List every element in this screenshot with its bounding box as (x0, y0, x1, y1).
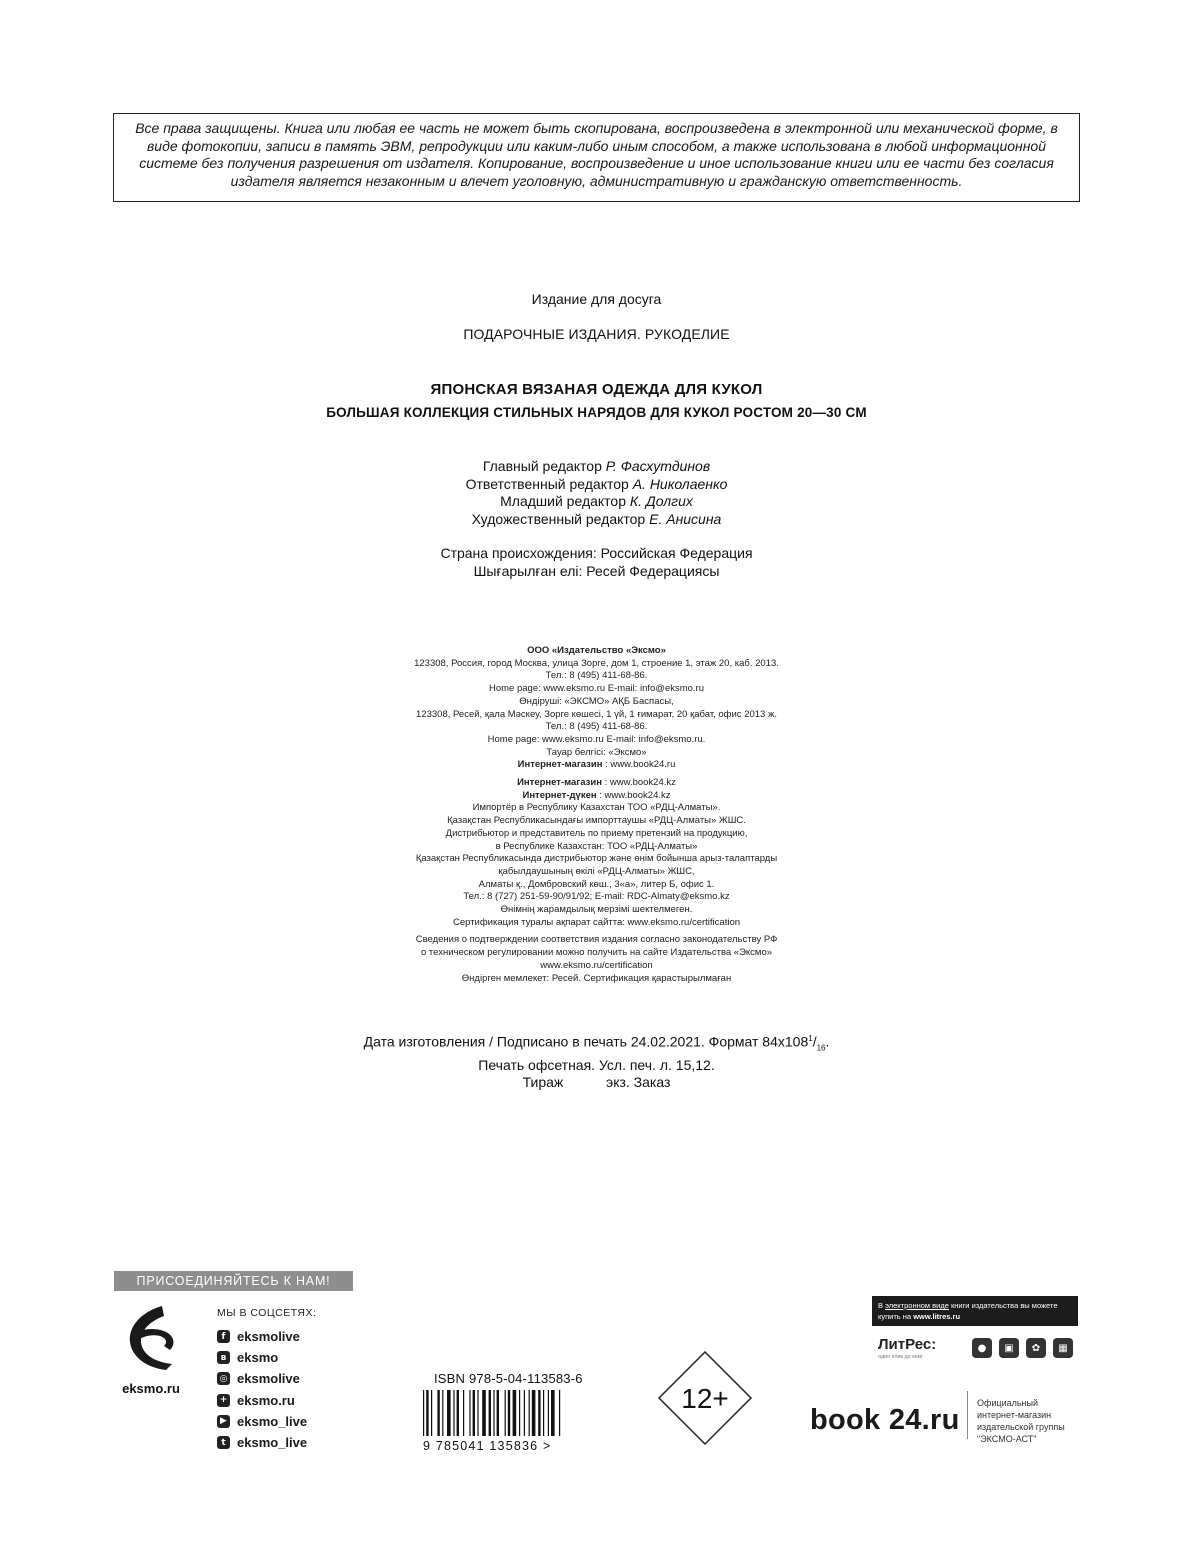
barcode-icon (421, 1388, 601, 1452)
social-item-youtube[interactable] (217, 1411, 307, 1432)
cert-line: о техническом регулировании можно получить на сайте Издательства «Эксмо» (420, 947, 773, 959)
cert-line: Өндірген мемлекет: Ресей. Сертификация қарастырылмаған (461, 972, 732, 984)
eksmo-logo-icon (122, 1302, 180, 1374)
join-us-banner: ПРИСОЕДИНЯЙТЕСЬ К НАМ! (114, 1271, 353, 1291)
kz-producer: Өндіруші: «ЭКСМО» АҚБ Баспасы, (519, 695, 674, 707)
platform-icons (972, 1338, 1073, 1358)
litres-tagline: один клик до книг (878, 1354, 923, 1360)
publisher-web: Home page: www.eksmo.ru E-mail: info@eksmo.ru (488, 683, 705, 695)
social-item-website[interactable] (217, 1390, 307, 1411)
divider (967, 1391, 968, 1439)
social-label: eksmo_live (237, 1413, 308, 1429)
vk-icon: в (217, 1351, 230, 1364)
social-item-twitter[interactable] (217, 1432, 307, 1453)
country-origin-kz: Шығарылған елі: Ресей Федерациясы (473, 562, 720, 579)
importer-line: Дистрибьютор и представитель по приему претензий на продукцию, (445, 827, 748, 839)
litres-link[interactable]: электронном виде (885, 1301, 949, 1310)
eksmo-site-label: eksmo.ru (122, 1381, 180, 1396)
barcode-digits: 9 785041 135836 > (423, 1439, 552, 1452)
print-run: Тираж экз. Заказ (522, 1074, 671, 1091)
editor-line: Главный редактор Р. Фасхутдинов (482, 458, 711, 474)
kz-web: Home page: www.eksmo.ru E-mail: info@eksmo.ru. (487, 733, 706, 745)
trademark: Тауар белгісі: «Эксмо» (546, 746, 647, 758)
print-info (0, 1030, 1193, 1092)
book24-description: Официальный интернет-магазин издательской группы "ЭКСМО-АСТ" (977, 1398, 1065, 1444)
series-name: ПОДАРОЧНЫЕ ИЗДАНИЯ. РУКОДЕЛИЕ (463, 326, 730, 342)
social-item-facebook[interactable] (217, 1326, 307, 1347)
windows-phone-icon: ✿ (1026, 1338, 1046, 1358)
country-origin: Страна происхождения: Российская Федерация (440, 545, 753, 561)
publisher-block (0, 645, 1193, 985)
youtube-icon: ▶ (217, 1415, 230, 1428)
litres-banner[interactable]: В электронном виде книги издательства вы можете купить на www.litres.ru (872, 1296, 1078, 1326)
edition-type: Издание для досуга (531, 291, 662, 307)
importer-line: Импортёр в Республику Казахстан ТОО «РДЦ-Алматы». (472, 802, 721, 814)
social-heading: МЫ В СОЦСЕТЯХ: (217, 1307, 317, 1319)
social-label: eksmo.ru (237, 1392, 295, 1408)
importer-line: в Республике Казахстан: ТОО «РДЦ-Алматы» (495, 840, 698, 852)
importer-line: Өнімнің жарамдылық мерзімі шектелмеген. (500, 904, 693, 916)
isbn-label: ISBN 978-5-04-113583-6 (434, 1371, 583, 1386)
instagram-icon: ◎ (217, 1372, 230, 1385)
editor-line: Ответственный редактор А. Николаенко (465, 475, 728, 492)
importer-line: қабылдаушының өкілі «РДЦ-Алматы» ЖШС, (498, 865, 695, 877)
book24-logo: book 24.ru (810, 1404, 960, 1436)
shop-kz-2: Интернет-дүкен : www.book24.kz (522, 789, 671, 801)
shop-ru: Интернет-магазин : www.book24.ru (517, 759, 676, 771)
book-title: ЯПОНСКАЯ ВЯЗАНАЯ ОДЕЖДА ДЛЯ КУКОЛ (430, 381, 763, 398)
social-item-instagram[interactable] (217, 1368, 307, 1389)
publisher-address: 123308, Россия, город Москва, улица Зорге, дом 1, строение 1, этаж 20, каб. 2013. (414, 657, 779, 669)
importer-line: Қазақстан Республикасындағы импорттаушы «РДЦ-Алматы» ЖШС. (447, 815, 746, 827)
social-list (217, 1326, 307, 1453)
publisher-phone: Тел.: 8 (495) 411-68-86. (545, 670, 648, 682)
kz-phone: Тел.: 8 (495) 411-68-86. (545, 721, 648, 733)
social-label: eksmolive (237, 1329, 300, 1345)
website-icon: + (217, 1394, 230, 1407)
rights-notice: Все права защищены. Книга или любая ее часть не может быть скопирована, воспроизведена в электронной или механической форме, в виде фотокопии, записи в память ЭВМ, репродукции или каким-либо иным способом, а также использована в любой информационной системе без получения разрешения от издателя. Копирование, воспроизведение и иное использование книги или ее части без согласия издателя является незаконным и влечет уголовную, административную и гражданскую ответственность. (113, 113, 1080, 202)
apple-icon: ● (972, 1338, 992, 1358)
print-type: Печать офсетная. Усл. печ. л. 15,12. (478, 1056, 715, 1073)
android-icon: ▣ (999, 1338, 1019, 1358)
cert-line: www.eksmo.ru/certification (540, 959, 653, 971)
editors-block (0, 458, 1193, 528)
kz-address: 123308, Ресей, қала Мәскеу, Зорге көшесі, 1 үй, 1 ғимарат, 20 қабат, офис 2013 ж. (416, 708, 777, 720)
social-label: eksmo_live (237, 1435, 308, 1451)
social-label: eksmo (237, 1350, 279, 1366)
book-subtitle: БОЛЬШАЯ КОЛЛЕКЦИЯ СТИЛЬНЫХ НАРЯДОВ ДЛЯ КУКОЛ РОСТОМ 20—30 СМ (326, 405, 867, 420)
age-rating: 12+ (681, 1383, 729, 1414)
age-rating-badge (657, 1350, 753, 1446)
print-date-format: Дата изготовления / Подписано в печать 24.02.2021. Формат $84x108^1/_{16}$. (363, 1033, 830, 1053)
editor-line: Художественный редактор Е. Анисина (471, 510, 722, 527)
editor-line: Младший редактор К. Долгих (500, 493, 693, 509)
twitter-icon: t (217, 1436, 230, 1449)
windows-icon: ▦ (1053, 1338, 1073, 1358)
cert-line: Сведения о подтверждении соответствия издания согласно законодательству РФ (415, 934, 778, 946)
importer-line: Сертификация туралы ақпарат сайтта: www.eksmo.ru/certification (452, 916, 741, 928)
social-label: eksmolive (237, 1371, 300, 1387)
litres-logo: ЛитРес: (878, 1336, 937, 1353)
importer-line: Алматы қ., Домбровский көш., 3«а», литер Б, офис 1. (478, 878, 715, 890)
importer-line: Тел.: 8 (727) 251-59-90/91/92; E-mail: RDC-Almaty@eksmo.kz (463, 891, 730, 903)
shop-kz: Интернет-магазин : www.book24.kz (517, 777, 676, 789)
facebook-icon: f (217, 1330, 230, 1343)
social-item-vk[interactable] (217, 1347, 307, 1368)
publisher-name: ООО «Издательство «Эксмо» (527, 645, 666, 656)
importer-line: Қазақстан Республикасында дистрибьютор және өнім бойынша арыз-талаптарды (415, 853, 778, 865)
country-block (0, 545, 1193, 580)
